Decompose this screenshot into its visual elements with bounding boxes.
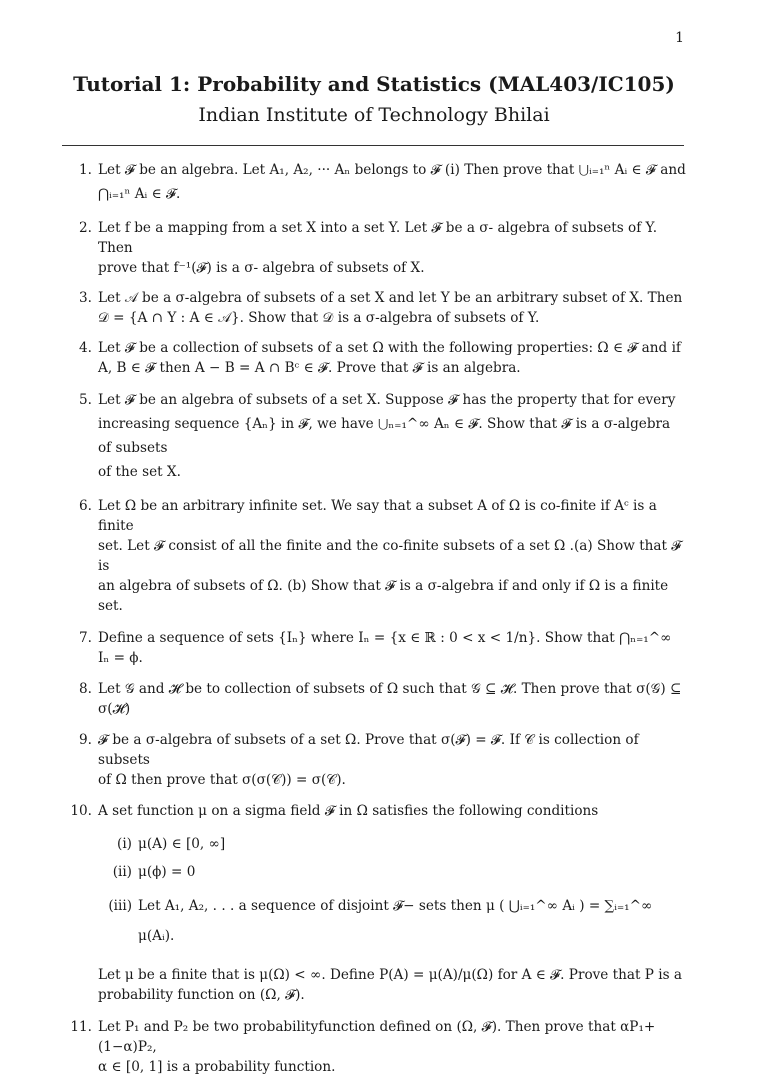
condition-ii (98, 861, 686, 883)
problem-line: 𝒟 = {A ∩ Y : A ∈ 𝒜}. Show that 𝒟 is a σ-algebra of subsets of Y. (98, 310, 540, 326)
problem-6 (62, 496, 686, 616)
problem-number: 6. (79, 498, 92, 514)
problem-11 (62, 1017, 686, 1077)
problem-5 (62, 388, 686, 484)
problem-number: 5. (79, 392, 92, 408)
problem-line: an algebra of subsets of Ω. (b) Show that 𝓕 is a σ-algebra if and only if Ω is a finite set. (98, 578, 669, 614)
problem-line: of the set X. (98, 464, 181, 480)
problem-number: 11. (70, 1019, 92, 1035)
condition-label: (ii) (112, 864, 132, 880)
title-rule (62, 145, 684, 146)
problem-line: Let P₁ and P₂ be two probabilityfunction defined on (Ω, 𝓕). Then prove that αP₁+(1−α)P₂, (98, 1019, 656, 1055)
problem-line: Let 𝓕 be an algebra of subsets of a set X. Suppose 𝓕 has the property that for every (98, 392, 676, 408)
problem-7 (62, 628, 686, 668)
problem-8 (62, 679, 686, 719)
problem-2 (62, 218, 686, 278)
problem-number: 9. (79, 732, 92, 748)
problem-line: Let 𝒢 and 𝓗 be to collection of subsets of Ω such that 𝒢 ⊆ 𝓗. Then prove that σ(𝒢) ⊆ (98, 681, 682, 697)
condition-label: (i) (117, 836, 132, 852)
condition-text: Let A₁, A₂, . . . a sequence of disjoint 𝓕− sets then μ ( ⋃ᵢ₌₁^∞ Aᵢ ) = ∑ᵢ₌₁^∞ μ(Aᵢ). (138, 898, 653, 944)
page-title: Tutorial 1: Probability and Statistics (MAL403/IC105) (73, 72, 675, 96)
condition-text: μ(A) ∈ [0, ∞] (138, 836, 226, 852)
condition-iii (98, 891, 686, 951)
problem-line: A, B ∈ 𝓕 then A − B = A ∩ Bᶜ ∈ 𝓕. Prove that 𝓕 is an algebra. (98, 360, 521, 376)
institution-subtitle: Indian Institute of Technology Bhilai (198, 104, 550, 126)
problem-line: Let Ω be an arbitrary infinite set. We say that a subset A of Ω is co-finite if Aᶜ is a finite (98, 498, 657, 534)
problem-line: probability function on (Ω, 𝓕). (98, 987, 305, 1003)
problem-line: Let 𝓕 be an algebra. Let A₁, A₂, ··· Aₙ belongs to 𝓕 (i) Then prove that ⋃ᵢ₌₁ⁿ Aᵢ ∈ 𝓕 and (98, 162, 686, 178)
page-number: 1 (675, 30, 684, 46)
problem-line: σ(𝓗) (98, 701, 131, 717)
problem-line: Let μ be a finite that is μ(Ω) < ∞. Define P(A) = μ(A)/μ(Ω) for A ∈ 𝓕. Prove that P is a (98, 967, 682, 983)
problem-number: 4. (79, 340, 92, 356)
problem-10 (62, 801, 686, 1005)
problem-line: Let f be a mapping from a set X into a set Y. Let 𝓕 be a σ- algebra of subsets of Y. Then (98, 220, 658, 256)
problem-number: 7. (79, 630, 92, 646)
problem-line: ⋂ᵢ₌₁ⁿ Aᵢ ∈ 𝓕. (98, 186, 181, 202)
problem-line: A set function μ on a sigma field 𝓕 in Ω satisfies the following conditions (98, 803, 599, 819)
problem-number: 1. (79, 162, 92, 178)
condition-label: (iii) (108, 898, 132, 914)
problem-1 (62, 158, 686, 206)
problem-number: 10. (70, 803, 92, 819)
problem-line: Define a sequence of sets {Iₙ} where Iₙ = {x ∈ ℝ : 0 < x < 1/n}. Show that ⋂ₙ₌₁^∞ Iₙ = ϕ. (98, 630, 672, 666)
problem-line: α ∈ [0, 1] is a probability function. (98, 1059, 336, 1075)
problem-9 (62, 730, 686, 790)
problem-line: set. Let 𝓕 consist of all the finite and the co-finite subsets of a set Ω .(a) Show that 𝓕 is (98, 538, 682, 574)
problem-number: 3. (79, 290, 92, 306)
problem-4 (62, 338, 686, 378)
problem-line: Let 𝓕 be a collection of subsets of a set Ω with the following properties: Ω ∈ 𝓕 and if (98, 340, 681, 356)
problem-line: of Ω then prove that σ(σ(𝒞)) = σ(𝒞). (98, 772, 346, 788)
problem-line: Let 𝒜 be a σ-algebra of subsets of a set X and let Y be an arbitrary subset of X. Then (98, 290, 683, 306)
problem-number: 8. (79, 681, 92, 697)
problem-list (62, 158, 686, 1077)
problem-3 (62, 288, 686, 328)
problem-line: 𝓕 be a σ-algebra of subsets of a set Ω. Prove that σ(𝓕) = 𝓕. If 𝒞 is collection of subsets (98, 732, 639, 768)
problem-line: prove that f⁻¹(𝓕) is a σ- algebra of subsets of X. (98, 260, 425, 276)
condition-i (98, 833, 686, 855)
problem-number: 2. (79, 220, 92, 236)
problem-line: increasing sequence {Aₙ} in 𝓕, we have ⋃ₙ₌₁^∞ Aₙ ∈ 𝓕. Show that 𝓕 is a σ-algebra of subsets (98, 416, 671, 456)
condition-text: μ(ϕ) = 0 (138, 864, 196, 880)
